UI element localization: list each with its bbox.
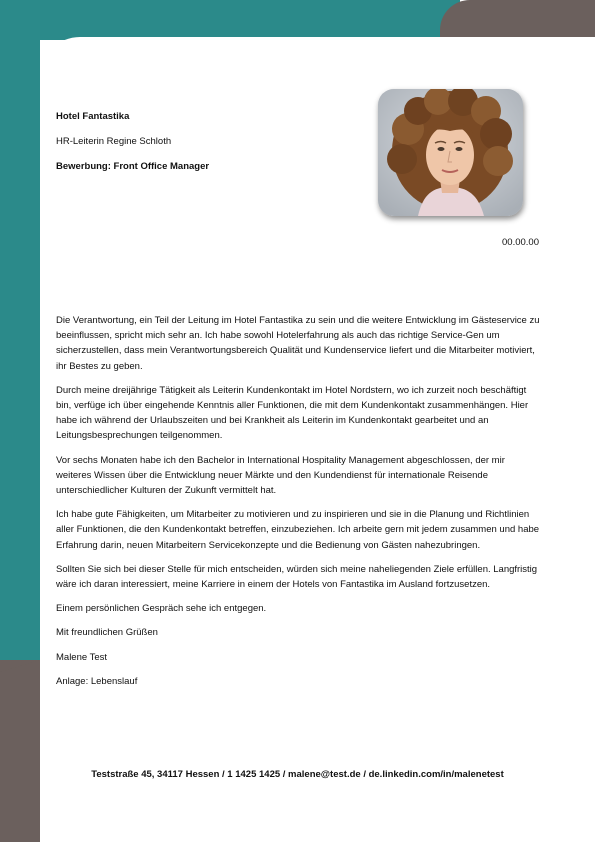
attachment-note: Anlage: Lebenslauf (56, 675, 138, 687)
paragraph: Sollten Sie sich bei dieser Stelle für mich entscheiden, würden sich meine naheliegenden Ziele erfüllen. Langfristig wäre ich daran interessiert, meine Karriere in einem der Hotels von Fantastika im Ausland fortzusetzen. (56, 563, 538, 591)
header-gray-band (440, 0, 595, 40)
header-teal-band (0, 0, 460, 40)
sidebar-teal-band (0, 0, 40, 680)
paragraph: Einem persönlichen Gespräch sehe ich entgegen. (56, 603, 267, 615)
recipient-contact: HR-Leiterin Regine Schloth (56, 136, 172, 147)
footer-contact: Teststraße 45, 34117 Hessen / 1 1425 1425 / malene@test.de / de.linkedin.com/in/malenetest (91, 769, 504, 780)
signature: Malene Test (56, 651, 108, 663)
closing: Mit freundlichen Grüßen (56, 627, 158, 639)
letter-subject: Bewerbung: Front Office Manager (56, 161, 210, 172)
letter-date: 00.00.00 (502, 237, 539, 248)
paragraph: Vor sechs Monaten habe ich den Bachelor in International Hospitality Management abgeschlossen, der mir weiteres Wissen über die Entwicklung neuer Märkte und den Kundendienst für internationale Reisende unterschiedlicher Kulturen der Zukunft vermittelt hat. (56, 454, 505, 497)
recipient-company: Hotel Fantastika (56, 111, 130, 122)
letter-body (56, 313, 540, 698)
portrait-image (378, 89, 523, 216)
paragraph: Ich habe gute Fähigkeiten, um Mitarbeiter zu motivieren und zu inspirieren und sie in die Planung und Richtlinien aller Funktionen, die den Kundenkontakt betreffen, einzubeziehen. Ich arbeite gern mit jedem zusammen und habe Erfahrung darin, neuen Mitarbeitern Servicekonzepte und die Bedienung von Gästen nahezubringen. (56, 509, 540, 551)
paragraph: Die Verantwortung, ein Teil der Leitung im Hotel Fantastika zu sein und die weitere Entwicklung im Gästeservice zu beeinflussen, spricht mich sehr an. Ich habe sowohl Hotelerfahrung als auch das richtige Service-Gen um sicherzustellen, dass mein Verantwortungsbereich Qualität und Kundenservice liefert und die Mitarbeiter motiviert, ihr Bestes zu geben. (56, 315, 540, 372)
applicant-photo (378, 89, 523, 216)
paragraph: Durch meine dreijährige Tätigkeit als Leiterin Kundenkontakt im Hotel Nordstern, wo ich zurzeit noch beschäftigt bin, verfüge ich über eingehende Kenntnis aller Funktionen, die mit dem Kundenkontakt zusammenhängen. Hier habe ich während der Urlaubszeiten und bei Krankheit als Leiterin im Kundenkontakt gearbeitet und an Leitungsbesprechungen teilgenommen. (56, 384, 529, 442)
